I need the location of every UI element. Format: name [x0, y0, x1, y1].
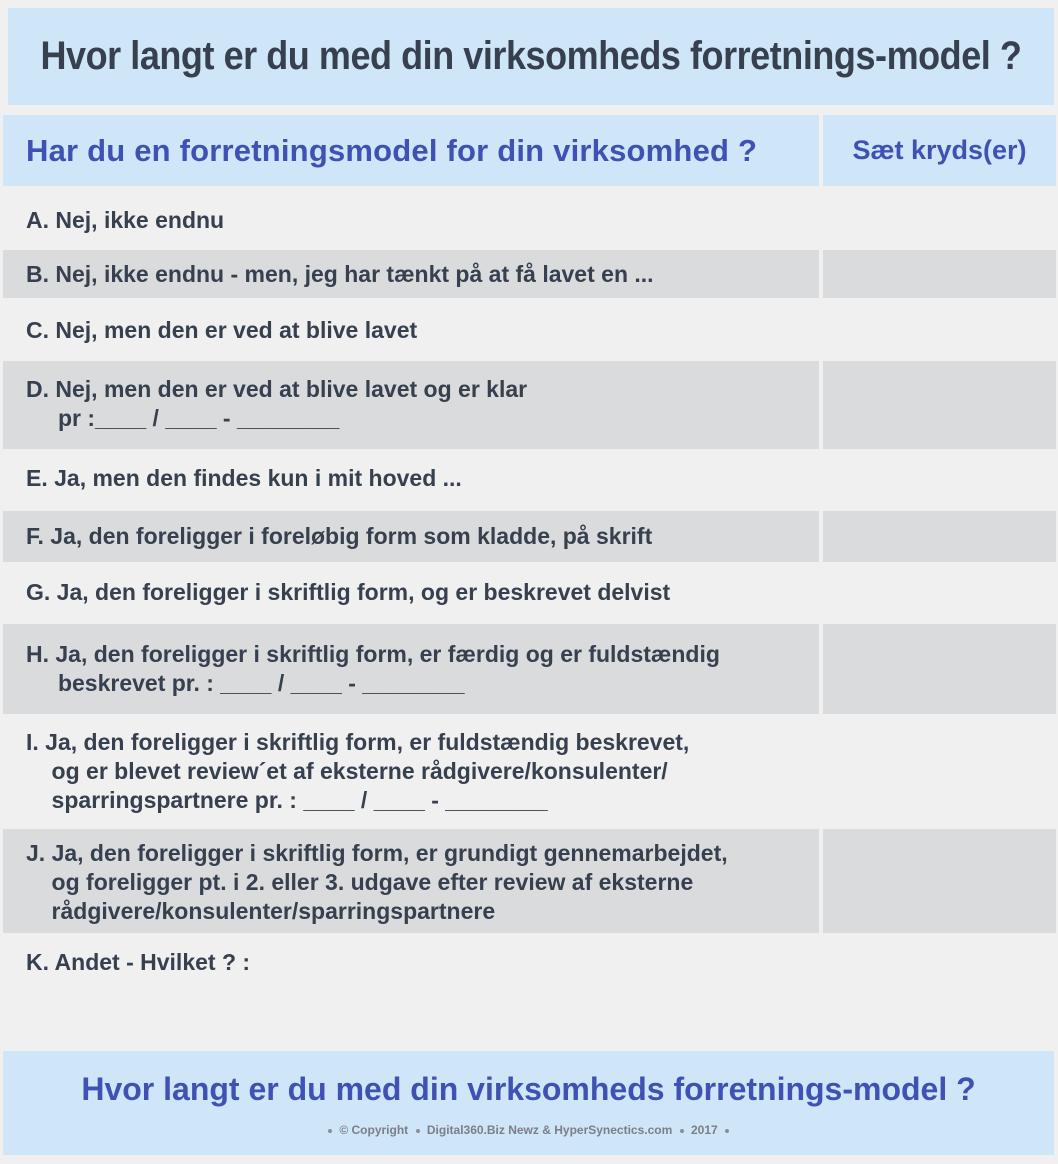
option-label-line: rådgivere/konsulenter/sparringspartnere — [26, 898, 496, 924]
option-label-line: A. Nej, ikke endnu — [26, 207, 225, 233]
header-question-cell — [3, 115, 819, 186]
copyright-text: © Copyright — [339, 1123, 409, 1137]
option-label — [26, 206, 224, 235]
header-mark-text: Sæt kryds(er) — [852, 135, 1027, 165]
checkmark-cell[interactable] — [823, 250, 1056, 298]
footer-copyright — [3, 1123, 1054, 1137]
option-label — [26, 522, 652, 551]
option-label-line: pr :____ / ____ - ________ — [26, 405, 340, 431]
option-label — [26, 316, 417, 345]
option-label-line: I. Ja, den foreligger i skriftlig form, er fuldstændig beskrevet, — [26, 729, 690, 755]
option-cell — [3, 451, 819, 509]
option-label-line: D. Nej, men den er ved at blive lavet og er klar — [26, 376, 528, 402]
year-text: 2017 — [690, 1123, 718, 1137]
option-label — [26, 260, 654, 289]
option-label-line: G. Ja, den foreligger i skriftlig form, og er beskrevet delvist — [26, 579, 671, 605]
page-title: Hvor langt er du med din virksomheds forretnings-model ? — [40, 34, 1022, 78]
option-cell — [3, 935, 819, 991]
option-label — [26, 839, 728, 926]
header-mark-cell — [823, 115, 1056, 186]
option-cell — [3, 564, 819, 622]
checkmark-cell[interactable] — [823, 935, 1056, 991]
option-cell — [3, 624, 819, 714]
option-cell — [3, 511, 819, 562]
header-question-text: Har du en forretningsmodel for din virksomhed ? — [26, 132, 758, 168]
checkmark-cell[interactable] — [823, 564, 1056, 622]
option-label — [26, 375, 527, 433]
option-label-line: sparringspartnere pr. : ____ / ____ - ________ — [26, 787, 548, 813]
option-cell — [3, 302, 819, 359]
checkmark-cell[interactable] — [823, 361, 1056, 449]
option-label — [26, 640, 720, 698]
checkmark-cell[interactable] — [823, 302, 1056, 359]
option-label — [26, 948, 250, 977]
option-label-line: beskrevet pr. : ____ / ____ - ________ — [26, 670, 465, 696]
footer-banner — [3, 1051, 1054, 1155]
option-label — [26, 464, 462, 493]
footer-title: Hvor langt er du med din virksomheds forretnings-model ? — [81, 1071, 976, 1107]
option-label-line: H. Ja, den foreligger i skriftlig form, er færdig og er fuldstændig — [26, 641, 720, 667]
option-cell — [3, 361, 819, 449]
option-label-line: J. Ja, den foreligger i skriftlig form, er grundigt gennemarbejdet, — [26, 840, 728, 866]
option-cell — [3, 829, 819, 933]
option-label — [26, 728, 689, 815]
option-cell — [3, 250, 819, 298]
option-label-line: E. Ja, men den findes kun i mit hoved ... — [26, 465, 462, 491]
option-label-line: B. Nej, ikke endnu - men, jeg har tænkt på at få lavet en ... — [26, 261, 654, 287]
checkmark-cell[interactable] — [823, 829, 1056, 933]
checkmark-cell[interactable] — [823, 716, 1056, 827]
option-label-line: F. Ja, den foreligger i foreløbig form som kladde, på skrift — [26, 523, 653, 549]
option-label — [26, 578, 670, 607]
bullet-icon — [725, 1129, 729, 1133]
checkmark-cell[interactable] — [823, 190, 1056, 250]
option-cell — [3, 190, 819, 250]
bullet-icon — [680, 1129, 684, 1133]
option-cell — [3, 716, 819, 827]
option-label-line: K. Andet - Hvilket ? : — [26, 949, 251, 975]
option-label-line: C. Nej, men den er ved at blive lavet — [26, 317, 418, 343]
checkmark-cell[interactable] — [823, 624, 1056, 714]
bullet-icon — [328, 1129, 332, 1133]
option-label-line: og foreligger pt. i 2. eller 3. udgave efter review af eksterne — [26, 869, 694, 895]
credit-text: Digital360.Biz Newz & HyperSynectics.com — [426, 1123, 673, 1137]
checkmark-cell[interactable] — [823, 451, 1056, 509]
bullet-icon — [416, 1129, 420, 1133]
option-label-line: og er blevet review´et af eksterne rådgivere/konsulenter/ — [26, 758, 668, 784]
title-banner — [8, 8, 1054, 105]
checkmark-cell[interactable] — [823, 511, 1056, 562]
